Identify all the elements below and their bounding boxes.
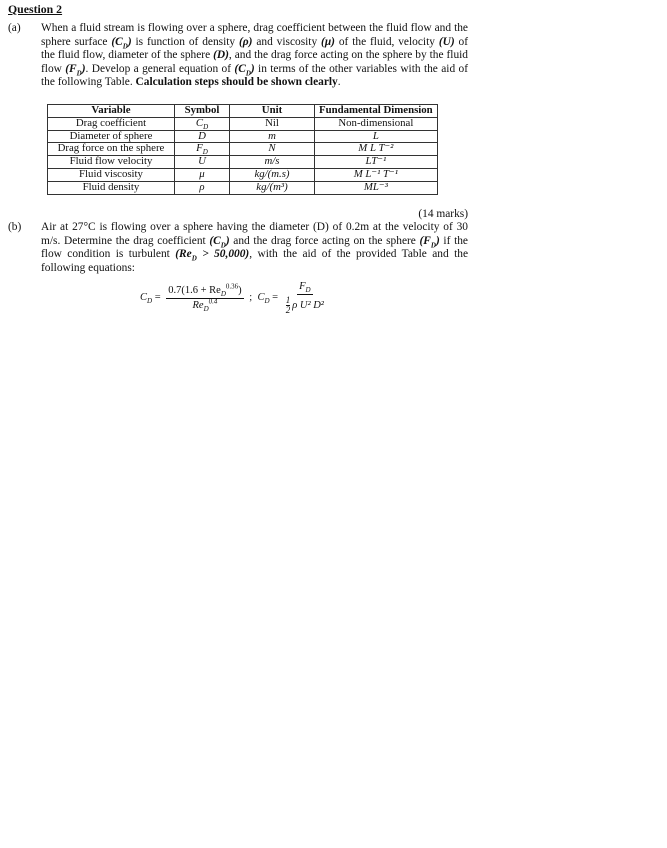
table-row [48,168,438,181]
part-a-instruction: Calculation steps should be shown clearly [135,76,338,89]
table-cell: LT⁻¹ [315,156,438,169]
table-cell: Non-dimensional [315,117,438,130]
equation-2-denominator: $\frac{1}{2}$ ρ U² D² [285,295,324,315]
part-b-label: (b) [8,221,22,233]
table-cell: Fluid viscosity [48,168,175,181]
symbol-mu: (μ) [321,35,335,48]
half-fraction: $\frac{1}{2}$ [285,295,291,315]
part-b-text2: and the drag force acting on the sphere [229,234,420,247]
table-cell: M L T⁻² [315,143,438,156]
equals-sign: = [152,292,164,304]
table-row [48,156,438,169]
equals-sign: = [269,292,281,304]
table-cell: $F_D$ [175,143,230,156]
table-cell: N [230,143,315,156]
table-cell: ρ [175,181,230,194]
table-cell: Fluid flow velocity [48,156,175,169]
part-a-mid1: is function of density [131,35,239,48]
part-a-mid7: in terms of the other variables with the aid of the following Table. [41,62,468,89]
part-b-text1: Air at 27°C is flowing over a sphere having the diameter (D) of 0.2m at the velocity of 30 m/s. Determine the drag coefficient [41,221,468,247]
table-row [48,143,438,156]
part-a-intro: When a fluid stream is flowing over a sphere, drag coefficient between the fluid flow and the sphere surface [41,22,468,48]
symbol-fd-b: $(F_D)$ [419,234,440,249]
part-a-mid2: and viscosity [252,35,322,48]
table-cell: Nil [230,117,315,130]
table-cell: ML⁻³ [315,181,438,194]
table-cell: Drag force on the sphere [48,143,175,156]
table-header: Unit [230,105,315,118]
part-a-text [41,22,468,90]
table-header-row [48,105,438,118]
table-cell: m [230,130,315,143]
equation-1-numerator: $0.7(1.6 + Re_D^{0.36})$ [168,282,242,298]
equation-2-numerator: $F_D$ [299,281,311,295]
table-cell: D [175,130,230,143]
marks-label: (14 marks) [418,208,468,220]
part-a-period: . [337,76,341,89]
table-cell: m/s [230,156,315,169]
part-a-mid4: of the fluid flow, diameter of the sphere [41,35,468,62]
part-a-mid3: of the fluid, velocity [334,35,439,48]
equation-2-fraction [284,281,326,315]
equation-1-lhs: $C_D$ [140,292,153,306]
table-cell: μ [175,168,230,181]
equation-separator: ; [246,292,258,304]
drag-equations [140,281,329,315]
table-header: Variable [48,105,175,118]
table-cell: U [175,156,230,169]
symbol-cd: $(C_D)$ [111,35,132,50]
table-cell: Drag coefficient [48,117,175,130]
symbol-cd-b: $(C_D)$ [209,234,230,249]
table-header: Symbol [175,105,230,118]
table-header: Fundamental Dimension [315,105,438,118]
table-row [48,130,438,143]
table-cell: M L⁻¹ T⁻¹ [315,168,438,181]
table-cell: Fluid density [48,181,175,194]
symbol-u: (U) [438,35,455,48]
symbol-d: (D) [213,49,229,62]
symbol-fd: $(F_D)$ [65,62,86,78]
part-a-mid5: , and the drag force acting on the sphere by the fluid flow [41,49,468,75]
table-cell: kg/(m³) [230,181,315,194]
table-cell: L [315,130,438,143]
part-b-text [41,221,468,275]
table-cell: kg/(m.s) [230,168,315,181]
equation-1-denominator: $Re_D^{0.4}$ [192,297,218,313]
part-a-mid6: . Develop a general equation of [85,62,235,75]
question-title: Question 2 [8,2,63,16]
variables-table [47,104,438,195]
equation-2-lhs: $C_D$ [257,292,270,306]
reynolds-condition: $(Re_D > 50,000)$ [175,248,250,263]
table-cell: Diameter of sphere [48,130,175,143]
table-row [48,117,438,130]
part-b-text3: if the flow condition is turbulent [41,234,468,261]
equation-1-fraction [166,282,243,313]
table-row [48,181,438,194]
symbol-cd-2: $(C_D)$ [234,62,255,78]
part-a-label: (a) [8,22,21,34]
part-b-text4: , with the aid of the provided Table and the following equations: [41,248,468,274]
table-cell: $C_D$ [175,117,230,130]
symbol-rho: (ρ) [238,35,253,48]
